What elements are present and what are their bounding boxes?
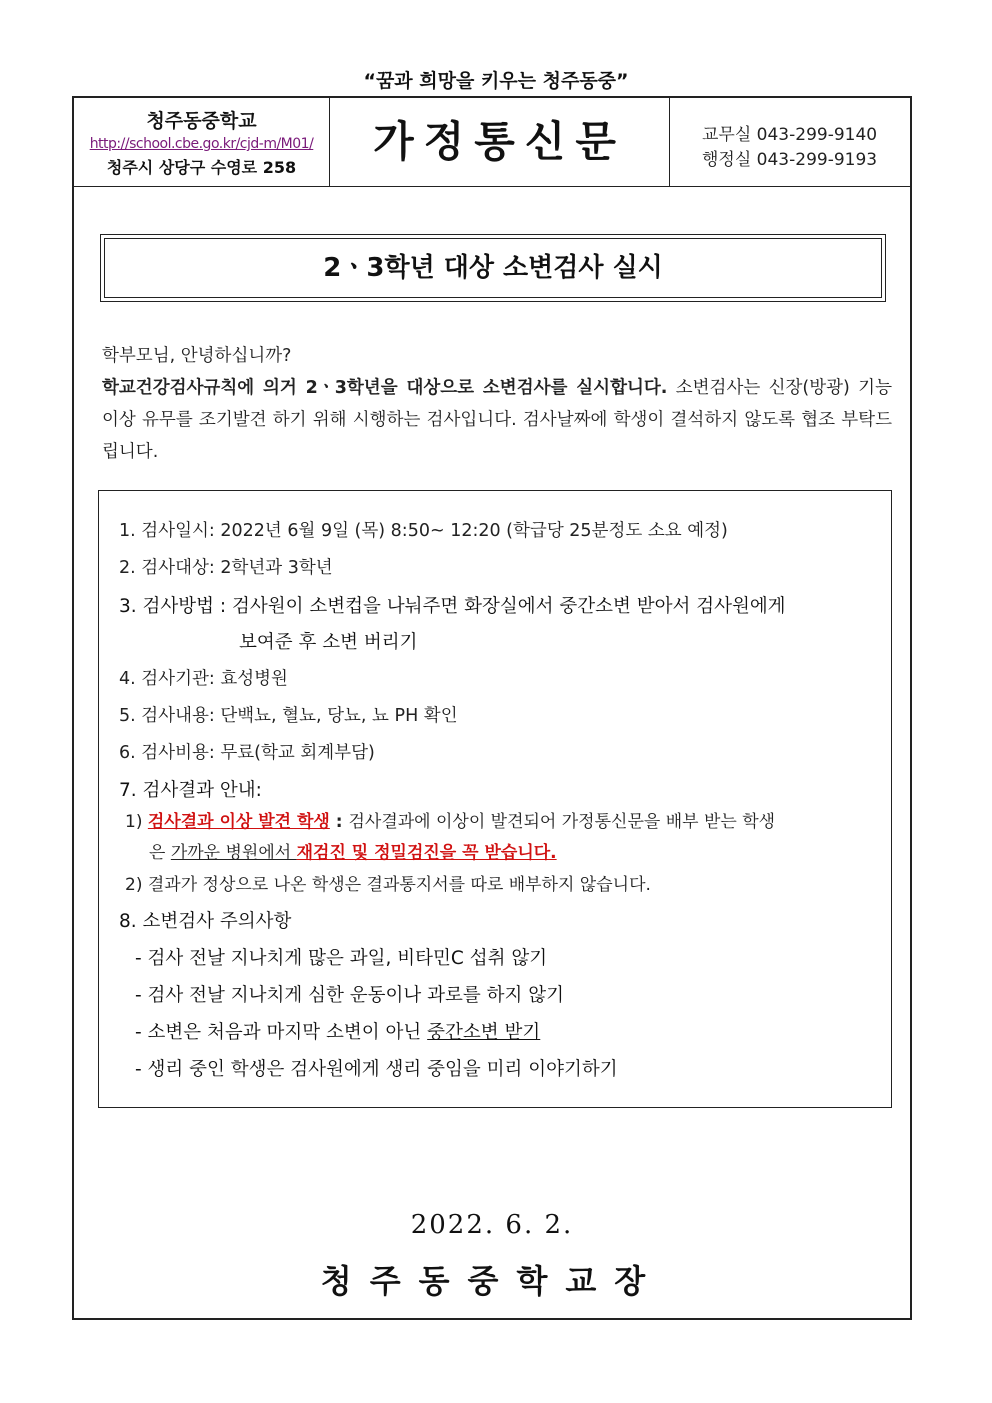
item-exam-date: 1. 검사일시: 2022년 6월 9일 (목) 8:50~ 12:20 (학급당 25분정도 소요 예정) xyxy=(119,521,728,541)
result-note-1-colon: : xyxy=(329,812,349,832)
item-precautions: 8. 소변검사 주의사항 xyxy=(119,911,292,932)
notice-title: 2ㆍ3학년 대상 소변검사 실시 xyxy=(104,238,882,298)
principal-signature: 청주동중학교장 xyxy=(320,1262,664,1300)
greeting: 학부모님, 안녕하십니까? xyxy=(102,346,292,366)
precaution-1: - 검사 전날 지나치게 많은 과일, 비타민C 섭취 않기 xyxy=(135,948,548,969)
issue-date: 2022. 6. 2. xyxy=(410,1210,574,1240)
item-result-guide: 7. 검사결과 안내: xyxy=(119,780,262,801)
result-note-1-cont xyxy=(149,838,557,863)
intro-rest-text: 소변검사는 신장(방광) 기능 이상 유무를 조기발견 하기 위해 시행하는 검사입니다. 검사날짜에 학생이 결석하지 않도록 협조 부탁드립니다. xyxy=(102,378,892,462)
phone-admin-office: 행정실 043-299-9193 xyxy=(702,150,878,170)
result-note-2: 2) 결과가 정상으로 나온 학생은 결과통지서를 따로 배부하지 않습니다. xyxy=(125,875,651,895)
newsletter-frame xyxy=(72,96,912,1320)
contact-cell xyxy=(670,98,910,186)
header-table xyxy=(74,98,910,187)
item-exam-institution: 4. 검사기관: 효성병원 xyxy=(119,669,288,689)
intro-paragraph xyxy=(102,340,892,468)
intro-body xyxy=(102,372,892,468)
item-exam-contents: 5. 검사내용: 단백뇨, 혈뇨, 당뇨, 뇨 PH 확인 xyxy=(119,706,458,726)
precaution-3-text: - 소변은 처음과 마지막 소변이 아닌 xyxy=(135,1022,428,1043)
notice-title-box xyxy=(100,234,886,302)
result-note-1-number: 1) xyxy=(125,812,143,832)
precaution-2: - 검사 전날 지나치게 심한 운동이나 과로를 하지 않기 xyxy=(135,985,565,1006)
precaution-4: - 생리 중인 학생은 검사원에게 생리 중임을 미리 이야기하기 xyxy=(135,1059,618,1080)
item-exam-method-cont: 보여준 후 소변 버리기 xyxy=(239,632,418,653)
item-exam-cost: 6. 검사비용: 무료(학교 회계부담) xyxy=(119,743,375,763)
newsletter-title: 가정통신문 xyxy=(373,117,626,166)
result-note-1-text: 검사결과에 이상이 발견되어 가정통신문을 배부 받는 학생 xyxy=(348,812,776,832)
result-recheck-instruction: 재검진 및 정밀검진을 꼭 받습니다. xyxy=(296,843,557,863)
result-abnormal-label: 검사결과 이상 발견 학생 xyxy=(147,812,330,832)
item-exam-target: 2. 검사대상: 2학년과 3학년 xyxy=(119,558,333,578)
phone-teachers-office: 교무실 043-299-9140 xyxy=(702,125,878,145)
result-note-1-cont-underline: 가까운 병원에서 xyxy=(170,843,297,863)
school-name: 청주동중학교 xyxy=(146,110,257,132)
intro-bold-text: 학교건강검사규칙에 의거 2ㆍ3학년을 대상으로 소변검사를 실시합니다. xyxy=(102,378,668,398)
result-note-1-cont-pre: 은 xyxy=(149,843,171,863)
result-note-1 xyxy=(125,807,775,832)
precaution-3-underline: 중간소변 받기 xyxy=(427,1022,541,1043)
school-info-cell xyxy=(74,98,330,186)
item-exam-method: 3. 검사방법 : 검사원이 소변컵을 나눠주면 화장실에서 중간소변 받아서 검사원에게 xyxy=(119,596,786,617)
school-motto: “꿈과 희망을 키우는 청주동중” xyxy=(363,70,629,92)
exam-details-box xyxy=(98,490,892,1108)
title-cell xyxy=(330,98,670,186)
school-address: 청주시 상당구 수영로 258 xyxy=(106,158,297,177)
school-url-link[interactable]: http://school.cbe.go.kr/cjd-m/M01/ xyxy=(89,136,314,152)
precaution-3 xyxy=(135,1018,540,1044)
